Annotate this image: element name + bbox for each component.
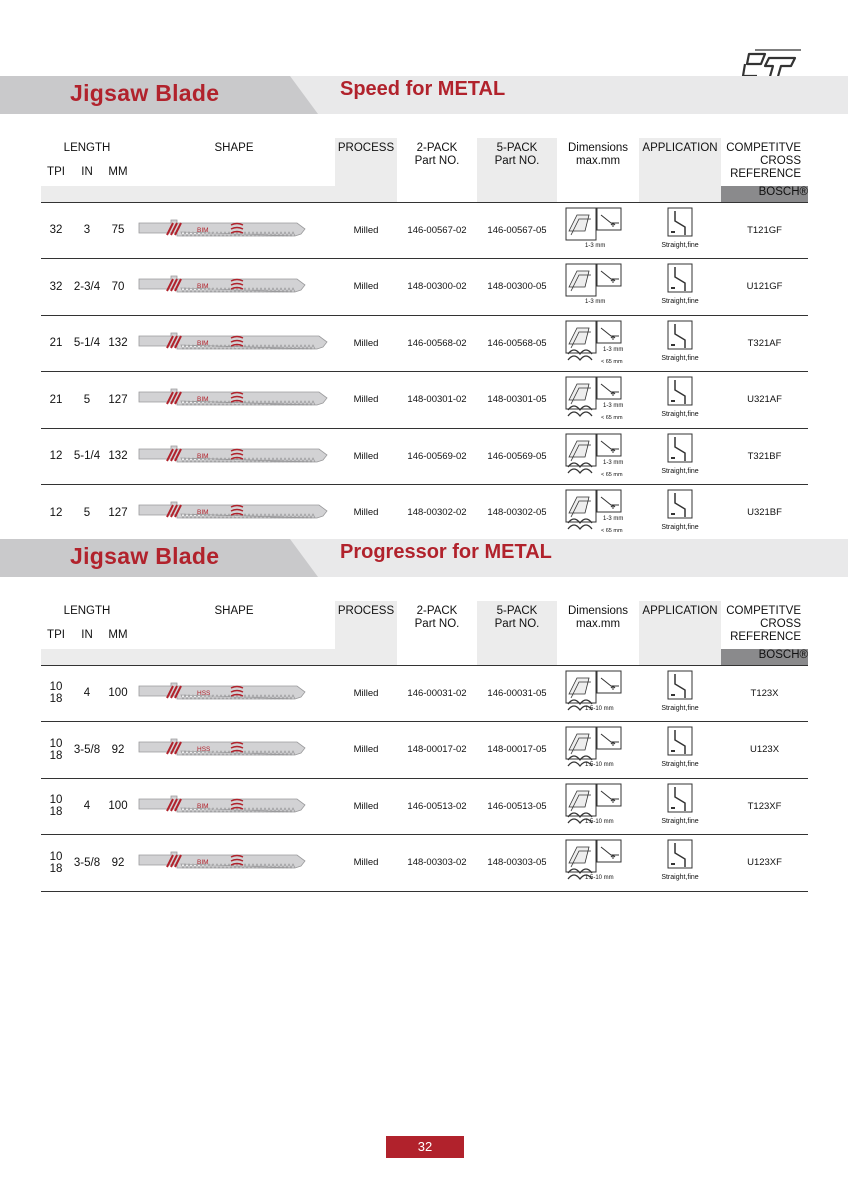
tpi-cell: 21 bbox=[41, 372, 71, 429]
header-2pack: 2-PACK Part NO. bbox=[414, 605, 460, 630]
blade-icon bbox=[137, 443, 333, 467]
header-process: PROCESS bbox=[335, 138, 397, 202]
dimension-icon bbox=[565, 320, 631, 364]
dimensions-cell bbox=[557, 259, 639, 316]
length-in-cell: 5 bbox=[71, 485, 103, 542]
table-row bbox=[41, 259, 808, 316]
shape-cell bbox=[133, 665, 335, 722]
length-mm-cell: 92 bbox=[103, 722, 133, 779]
shape-cell bbox=[133, 259, 335, 316]
section-subtitle: Progressor for METAL bbox=[340, 541, 552, 563]
blade-material-label: HSS bbox=[197, 689, 211, 697]
blade-icon bbox=[137, 849, 333, 873]
table-row bbox=[41, 372, 808, 429]
shape-cell bbox=[133, 485, 335, 542]
dimensions-cell bbox=[557, 372, 639, 429]
application-label: Straight,fine bbox=[661, 524, 699, 532]
application-cell bbox=[639, 259, 721, 316]
product-table bbox=[41, 601, 808, 892]
dimension-icon bbox=[565, 433, 631, 477]
part-5pack-cell: 148-00303-05 bbox=[477, 835, 557, 892]
section-title: Jigsaw Blade bbox=[70, 80, 220, 106]
blade-icon bbox=[137, 793, 333, 817]
application-cell bbox=[639, 428, 721, 485]
header-shape: SHAPE bbox=[214, 142, 254, 154]
shape-cell bbox=[133, 372, 335, 429]
blade-material-label: BIM bbox=[197, 859, 209, 867]
dimension-label: 1-3 mm bbox=[603, 516, 624, 523]
product-table bbox=[41, 138, 808, 542]
tpi-cell: 32 bbox=[41, 259, 71, 316]
table-row bbox=[41, 778, 808, 835]
part-5pack-cell: 146-00567-05 bbox=[477, 202, 557, 259]
process-cell: Milled bbox=[335, 315, 397, 372]
part-5pack-cell: 148-00017-05 bbox=[477, 722, 557, 779]
application-label: Straight,fine bbox=[661, 704, 699, 712]
reference-cell: U123XF bbox=[721, 835, 808, 892]
dimensions-cell bbox=[557, 835, 639, 892]
tpi-cell: 12 bbox=[41, 485, 71, 542]
tpi-cell: 32 bbox=[41, 202, 71, 259]
part-5pack-cell: 146-00031-05 bbox=[477, 665, 557, 722]
application-cell bbox=[639, 315, 721, 372]
table-row bbox=[41, 202, 808, 259]
application-icon bbox=[649, 376, 711, 420]
dimension-label: 1.5-10 mm bbox=[585, 762, 614, 769]
shape-cell bbox=[133, 315, 335, 372]
reference-cell: U321AF bbox=[721, 372, 808, 429]
tpi-cell: 21 bbox=[41, 315, 71, 372]
shape-cell bbox=[133, 202, 335, 259]
tpi-cell: 10 18 bbox=[41, 722, 71, 779]
dimensions-cell bbox=[557, 722, 639, 779]
dimension-label: 1.5-10 mm bbox=[585, 875, 614, 882]
shape-cell bbox=[133, 722, 335, 779]
tpi-cell: 10 18 bbox=[41, 835, 71, 892]
header-in: IN bbox=[81, 166, 93, 178]
application-label: Straight,fine bbox=[661, 411, 699, 419]
table-row bbox=[41, 315, 808, 372]
part-2pack-cell: 148-00302-02 bbox=[397, 485, 477, 542]
process-cell: Milled bbox=[335, 665, 397, 722]
length-in-cell: 4 bbox=[71, 665, 103, 722]
table-row bbox=[41, 835, 808, 892]
blade-material-label: BIM bbox=[197, 283, 209, 291]
part-2pack-cell: 146-00513-02 bbox=[397, 778, 477, 835]
dimension-label-2: < 65 mm bbox=[601, 471, 623, 477]
dimension-icon bbox=[565, 726, 631, 770]
section-banner bbox=[0, 76, 848, 114]
application-icon bbox=[649, 670, 711, 714]
part-5pack-cell: 148-00301-05 bbox=[477, 372, 557, 429]
header-2pack: 2-PACK Part NO. bbox=[414, 142, 460, 167]
dimension-icon bbox=[565, 783, 631, 827]
header-shape: SHAPE bbox=[214, 605, 254, 617]
application-cell bbox=[639, 778, 721, 835]
table-row bbox=[41, 665, 808, 722]
header-application: APPLICATION bbox=[639, 138, 721, 202]
dimension-label-2: < 65 mm bbox=[601, 415, 623, 421]
shape-cell bbox=[133, 835, 335, 892]
application-icon bbox=[649, 726, 711, 770]
process-cell: Milled bbox=[335, 259, 397, 316]
length-in-cell: 2-3/4 bbox=[71, 259, 103, 316]
dimension-label: 1-3 mm bbox=[585, 242, 606, 249]
application-label: Straight,fine bbox=[661, 874, 699, 882]
dimension-label: 1.5-10 mm bbox=[585, 818, 614, 825]
dimensions-cell bbox=[557, 428, 639, 485]
header-mm: MM bbox=[108, 166, 128, 178]
dimension-icon bbox=[565, 839, 631, 883]
part-2pack-cell: 148-00301-02 bbox=[397, 372, 477, 429]
blade-material-label: BIM bbox=[197, 802, 209, 810]
application-icon bbox=[649, 263, 711, 307]
shape-cell bbox=[133, 778, 335, 835]
blade-icon bbox=[137, 217, 333, 241]
process-cell: Milled bbox=[335, 428, 397, 485]
part-2pack-cell: 146-00569-02 bbox=[397, 428, 477, 485]
dimensions-cell bbox=[557, 665, 639, 722]
dimension-icon bbox=[565, 207, 631, 251]
application-icon bbox=[649, 207, 711, 251]
header-length: LENGTH bbox=[63, 142, 111, 154]
blade-icon bbox=[137, 736, 333, 760]
application-cell bbox=[639, 665, 721, 722]
length-in-cell: 5 bbox=[71, 372, 103, 429]
page-number: 32 bbox=[386, 1136, 464, 1158]
blade-material-label: BIM bbox=[197, 396, 209, 404]
header-in: IN bbox=[81, 629, 93, 641]
tpi-cell: 12 bbox=[41, 428, 71, 485]
table-row bbox=[41, 485, 808, 542]
dimension-label: 1.5-10 mm bbox=[585, 705, 614, 712]
header-length: LENGTH bbox=[63, 605, 111, 617]
application-icon bbox=[649, 320, 711, 364]
part-5pack-cell: 146-00568-05 bbox=[477, 315, 557, 372]
dimensions-cell bbox=[557, 778, 639, 835]
dimension-label: 1-3 mm bbox=[585, 299, 606, 306]
part-2pack-cell: 148-00017-02 bbox=[397, 722, 477, 779]
header-dimensions: Dimensions max.mm bbox=[567, 605, 629, 630]
blade-material-label: BIM bbox=[197, 452, 209, 460]
application-cell bbox=[639, 835, 721, 892]
header-tpi: TPI bbox=[47, 629, 65, 641]
part-5pack-cell: 146-00513-05 bbox=[477, 778, 557, 835]
process-cell: Milled bbox=[335, 835, 397, 892]
process-cell: Milled bbox=[335, 485, 397, 542]
length-in-cell: 3 bbox=[71, 202, 103, 259]
blade-icon bbox=[137, 499, 333, 523]
reference-cell: U321BF bbox=[721, 485, 808, 542]
dimension-icon bbox=[565, 670, 631, 714]
dimension-label-2: < 65 mm bbox=[601, 528, 623, 534]
length-mm-cell: 100 bbox=[103, 665, 133, 722]
application-label: Straight,fine bbox=[661, 467, 699, 475]
dimensions-cell bbox=[557, 485, 639, 542]
application-label: Straight,fine bbox=[661, 354, 699, 362]
application-icon bbox=[649, 433, 711, 477]
length-mm-cell: 127 bbox=[103, 372, 133, 429]
length-mm-cell: 127 bbox=[103, 485, 133, 542]
application-label: Straight,fine bbox=[661, 298, 699, 306]
length-in-cell: 3-5/8 bbox=[71, 835, 103, 892]
reference-cell: T321BF bbox=[721, 428, 808, 485]
length-in-cell: 5-1/4 bbox=[71, 428, 103, 485]
blade-icon bbox=[137, 273, 333, 297]
header-5pack: 5-PACK Part NO. bbox=[477, 138, 557, 202]
length-mm-cell: 132 bbox=[103, 428, 133, 485]
dimension-label: 1-3 mm bbox=[603, 459, 624, 466]
part-5pack-cell: 148-00302-05 bbox=[477, 485, 557, 542]
length-in-cell: 3-5/8 bbox=[71, 722, 103, 779]
section-subtitle: Speed for METAL bbox=[340, 78, 506, 100]
dimension-label: 1-3 mm bbox=[603, 403, 624, 410]
process-cell: Milled bbox=[335, 722, 397, 779]
dimension-label: 1-3 mm bbox=[603, 346, 624, 353]
application-cell bbox=[639, 202, 721, 259]
reference-cell: T321AF bbox=[721, 315, 808, 372]
brand-badge: BOSCH® bbox=[721, 186, 808, 202]
tpi-cell: 10 18 bbox=[41, 778, 71, 835]
brand-badge: BOSCH® bbox=[721, 649, 808, 665]
table-row bbox=[41, 722, 808, 779]
blade-material-label: BIM bbox=[197, 226, 209, 234]
length-mm-cell: 70 bbox=[103, 259, 133, 316]
process-cell: Milled bbox=[335, 202, 397, 259]
part-2pack-cell: 146-00031-02 bbox=[397, 665, 477, 722]
header-tpi: TPI bbox=[47, 166, 65, 178]
header-process: PROCESS bbox=[335, 601, 397, 665]
part-5pack-cell: 146-00569-05 bbox=[477, 428, 557, 485]
application-cell bbox=[639, 372, 721, 429]
shape-cell bbox=[133, 428, 335, 485]
header-competitive: COMPETITVE CROSS REFERENCE bbox=[726, 142, 802, 180]
process-cell: Milled bbox=[335, 372, 397, 429]
header-application: APPLICATION bbox=[639, 601, 721, 665]
application-cell bbox=[639, 722, 721, 779]
dimensions-cell bbox=[557, 202, 639, 259]
application-label: Straight,fine bbox=[661, 241, 699, 249]
section-banner bbox=[0, 539, 848, 577]
part-2pack-cell: 146-00567-02 bbox=[397, 202, 477, 259]
dimension-icon bbox=[565, 263, 631, 307]
length-in-cell: 5-1/4 bbox=[71, 315, 103, 372]
blade-material-label: BIM bbox=[197, 339, 209, 347]
blade-material-label: HSS bbox=[197, 746, 211, 754]
reference-cell: T121GF bbox=[721, 202, 808, 259]
application-icon bbox=[649, 489, 711, 533]
dimension-icon bbox=[565, 376, 631, 420]
part-2pack-cell: 148-00300-02 bbox=[397, 259, 477, 316]
blade-icon bbox=[137, 386, 333, 410]
dimension-label-2: < 65 mm bbox=[601, 358, 623, 364]
application-icon bbox=[649, 783, 711, 827]
part-2pack-cell: 148-00303-02 bbox=[397, 835, 477, 892]
length-mm-cell: 100 bbox=[103, 778, 133, 835]
application-label: Straight,fine bbox=[661, 817, 699, 825]
length-mm-cell: 75 bbox=[103, 202, 133, 259]
blade-icon bbox=[137, 680, 333, 704]
blade-material-label: BIM bbox=[197, 509, 209, 517]
application-icon bbox=[649, 839, 711, 883]
header-dimensions: Dimensions max.mm bbox=[567, 142, 629, 167]
application-label: Straight,fine bbox=[661, 761, 699, 769]
part-5pack-cell: 148-00300-05 bbox=[477, 259, 557, 316]
application-cell bbox=[639, 485, 721, 542]
reference-cell: T123XF bbox=[721, 778, 808, 835]
length-mm-cell: 132 bbox=[103, 315, 133, 372]
length-in-cell: 4 bbox=[71, 778, 103, 835]
process-cell: Milled bbox=[335, 778, 397, 835]
reference-cell: T123X bbox=[721, 665, 808, 722]
dimensions-cell bbox=[557, 315, 639, 372]
reference-cell: U123X bbox=[721, 722, 808, 779]
header-5pack: 5-PACK Part NO. bbox=[477, 601, 557, 665]
reference-cell: U121GF bbox=[721, 259, 808, 316]
section-title: Jigsaw Blade bbox=[70, 543, 220, 569]
tpi-cell: 10 18 bbox=[41, 665, 71, 722]
blade-icon bbox=[137, 330, 333, 354]
length-mm-cell: 92 bbox=[103, 835, 133, 892]
dimension-icon bbox=[565, 489, 631, 533]
header-competitive: COMPETITVE CROSS REFERENCE bbox=[726, 605, 802, 643]
part-2pack-cell: 146-00568-02 bbox=[397, 315, 477, 372]
table-row bbox=[41, 428, 808, 485]
header-mm: MM bbox=[108, 629, 128, 641]
